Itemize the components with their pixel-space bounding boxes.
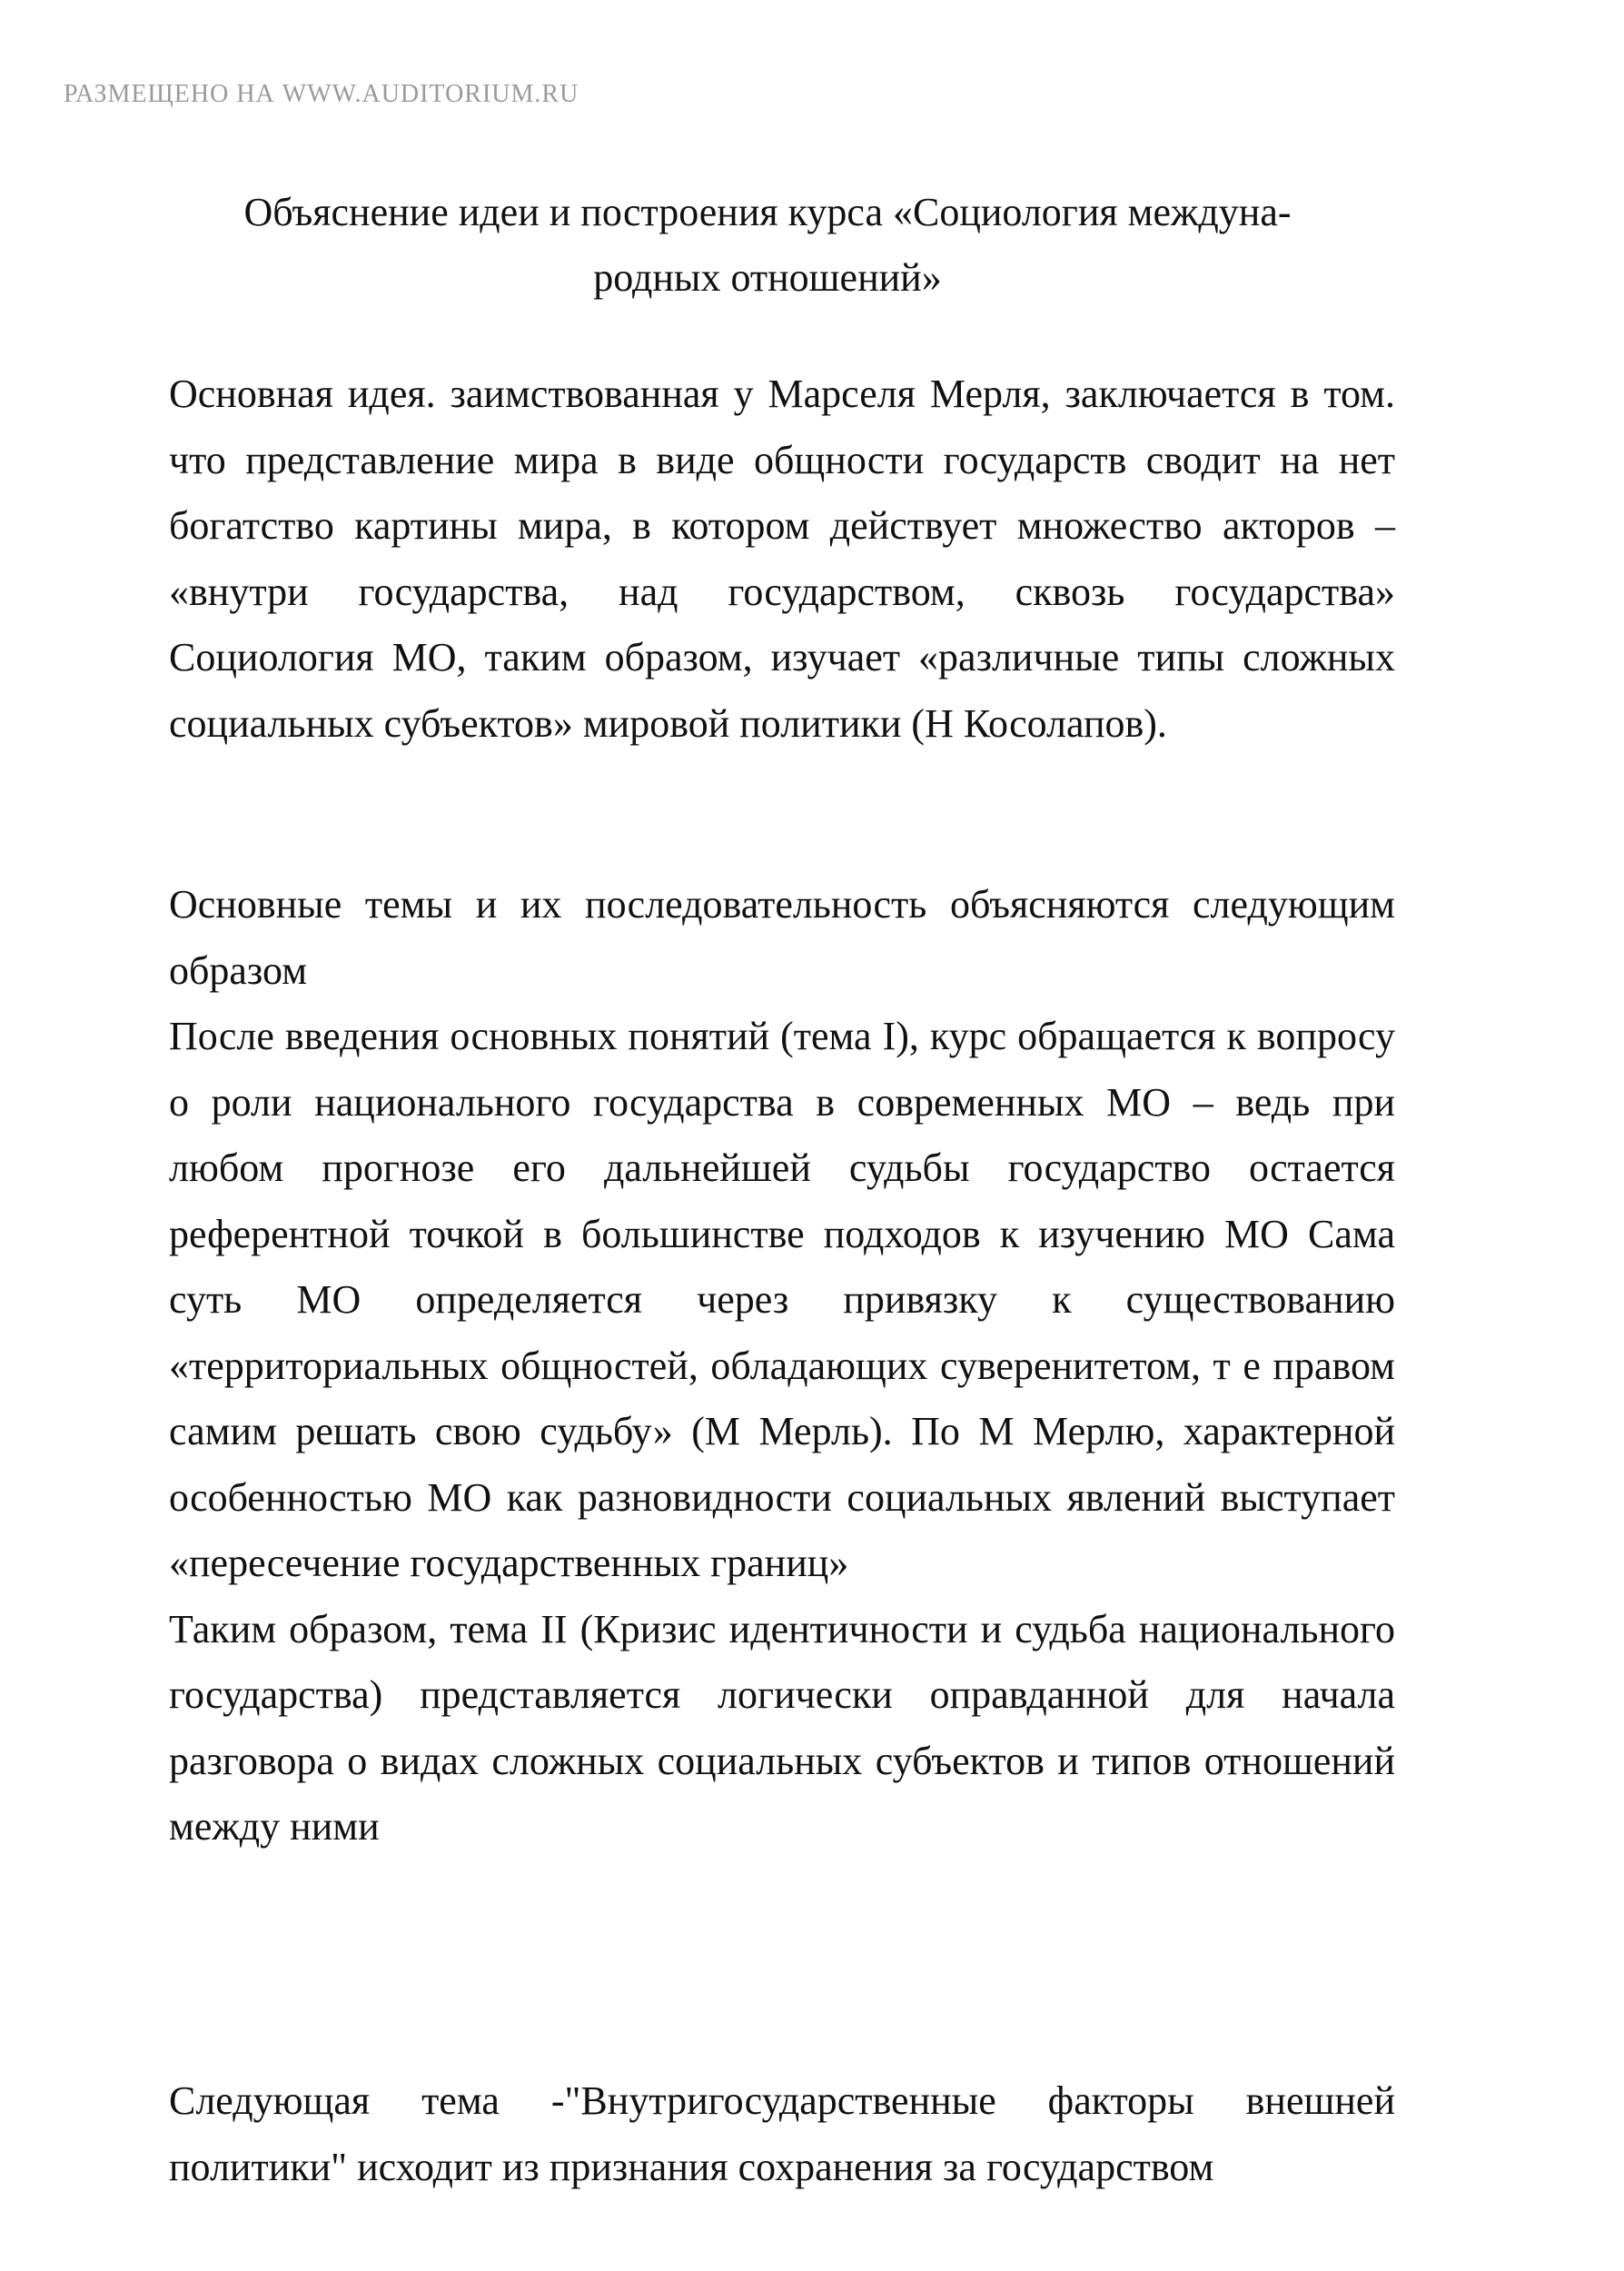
page-title bbox=[163, 180, 1371, 311]
paragraph-main-idea bbox=[169, 362, 1395, 757]
title-line-2: родных отношений» bbox=[593, 255, 942, 300]
paragraph-text: Следующая тема -"Внутригосударственные факторы внешней политики" исходит из признания сохранения за государством bbox=[169, 2078, 1395, 2189]
paragraph-text: Таким образом, тема II (Кризис идентичности и судьба национального государства) представляется логически оправданной для начала разговора о видах сложных социальных субъектов и типов отношений между ними bbox=[169, 1606, 1395, 1849]
paragraph-text: После введения основных понятий (тема I), курс обращается к вопросу о роли национального государства в современных МО – ведь при любом прогнозе его дальнейшей судьбы государство остается референтной точкой в большинстве подходов к изучению МО Сама суть МО определяется через привязку к существованию «территориальных общностей, обладающих суверенитетом, т е правом самим решать свою судьбу» (М Мерль). По М Мерлю, характерной особенностью МО как разновидности социальных явлений выступает «пересечение государственных границ» bbox=[169, 1014, 1395, 1585]
paragraph-text: Основная идея. заимствованная у Марселя Мерля, заключается в том. что представление мира в виде общности государств сводит на нет богатство картины мира, в котором действует множество акторов – «внутри государства, над государством, сквозь государства» Социология МО, таким образом, изучает «различные типы сложных социальных субъектов» мировой политики (Н Косолапов). bbox=[169, 372, 1395, 746]
title-line-1: Объяснение идеи и построения курса «Социология междуна- bbox=[243, 190, 1292, 234]
paragraph-next-theme bbox=[169, 2068, 1395, 2200]
paragraph-block-themes bbox=[169, 872, 1395, 1860]
watermark: РАЗМЕЩЕНО НА WWW.AUDITORIUM.RU bbox=[64, 80, 579, 108]
paragraph-text: Основные темы и их последовательность объясняются следующим образом bbox=[169, 882, 1395, 993]
